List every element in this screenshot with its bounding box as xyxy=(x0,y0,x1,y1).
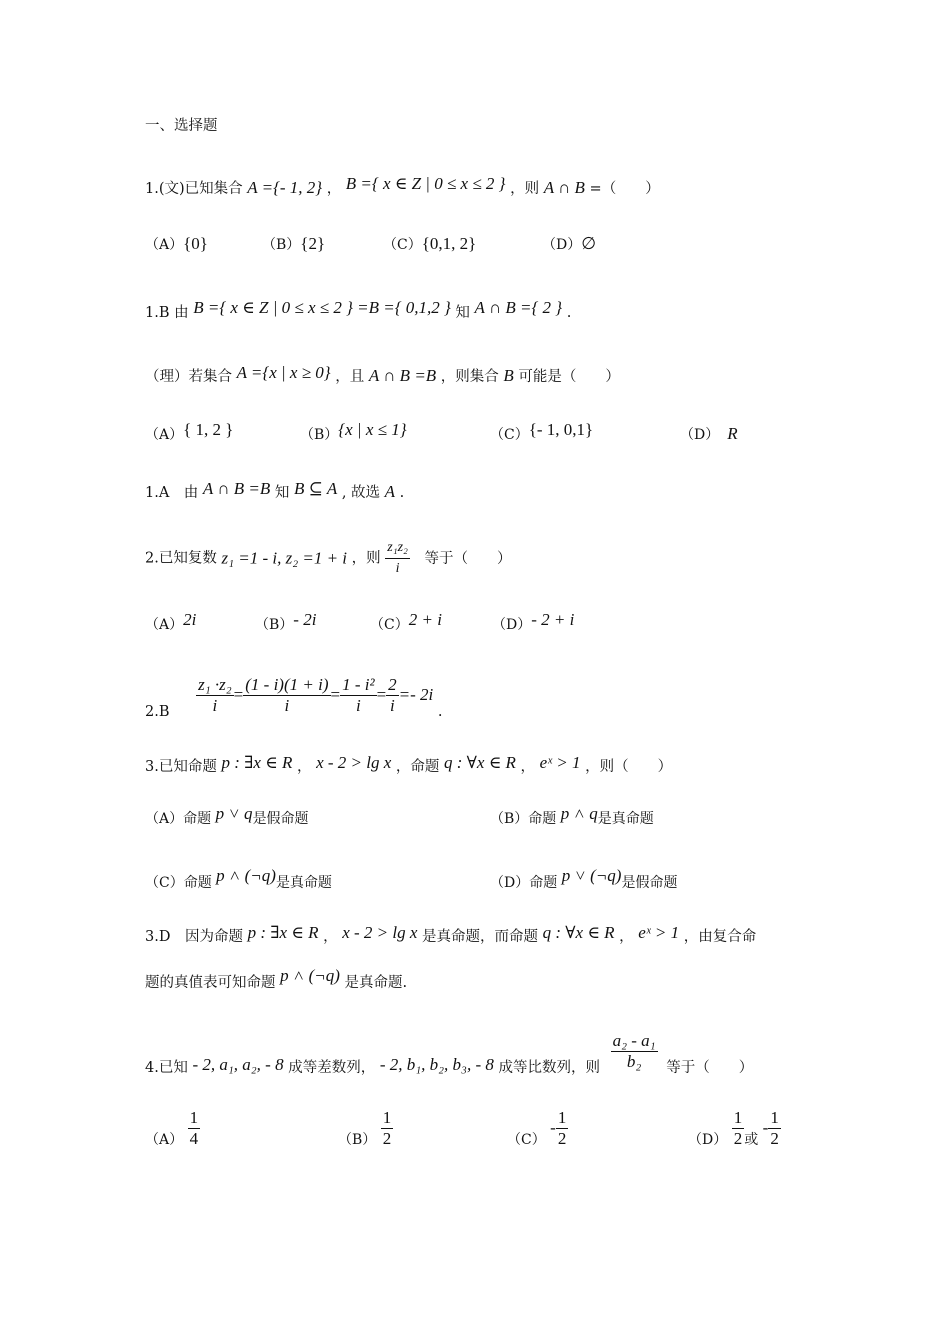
answer-text: 知 xyxy=(455,305,470,321)
question-4 xyxy=(145,1024,753,1078)
set-a-expr: A ={x | x ≥ 0} xyxy=(236,363,331,382)
question-3 xyxy=(145,753,673,777)
fraction-numerator: (1 - i)(1 + i) xyxy=(245,674,329,694)
option-value: {0} xyxy=(183,234,208,253)
option-tail: 是假命题 xyxy=(252,811,309,827)
answer-text: 2.B xyxy=(145,704,170,720)
fraction xyxy=(385,538,410,579)
question-text: 1.(文)已知集合 xyxy=(145,181,243,197)
option-value: - 2 + i xyxy=(531,610,575,629)
option-a xyxy=(145,1106,200,1150)
fraction-numerator: 2 xyxy=(388,674,397,694)
option-label: （A） xyxy=(145,427,184,443)
fraction-numerator: 1 xyxy=(770,1107,779,1127)
equals-sign: = xyxy=(330,685,341,704)
option-label: （C）命题 xyxy=(145,875,212,891)
question-2 xyxy=(145,538,512,579)
fraction xyxy=(556,1108,569,1149)
option-d xyxy=(688,1106,781,1150)
option-value: - 2i xyxy=(293,610,317,629)
answer-end: . xyxy=(437,704,443,720)
geometric-sequence: - 2, b₁, b₂, b₃, - 8 xyxy=(379,1055,494,1074)
question-text: 成等差数列， xyxy=(288,1060,376,1076)
proposition-p-body: x - 2 > lg x xyxy=(342,923,418,942)
question-text: ，且 xyxy=(335,369,365,385)
answer-text: 是真命题. xyxy=(344,975,408,991)
option-a xyxy=(145,804,309,829)
answer-end: . xyxy=(566,305,572,321)
option-b xyxy=(490,804,654,829)
option-label: （A） xyxy=(145,237,184,253)
answer-1-wen xyxy=(145,298,572,323)
fraction-denominator: 2 xyxy=(770,1128,779,1148)
answer-end: . xyxy=(399,485,405,501)
option-b xyxy=(255,610,317,635)
set-a-expr: A ={- 1, 2} xyxy=(247,178,323,197)
fraction-numerator: 1 xyxy=(733,1107,743,1127)
question-text: ，命题 xyxy=(395,759,440,775)
option-label: （B） xyxy=(300,427,339,443)
question-1-li xyxy=(145,363,620,387)
option-expr: p ˅ q xyxy=(215,804,253,823)
option-expr: p ˄ (¬q) xyxy=(216,866,276,885)
option-a xyxy=(145,234,208,255)
option-label: （C） xyxy=(490,427,529,443)
option-c xyxy=(490,420,594,445)
question-text: ，则 xyxy=(351,550,381,567)
option-label: （D） xyxy=(688,1132,728,1148)
or-text: 或 xyxy=(744,1132,759,1148)
proposition-p-body: x - 2 > lg x xyxy=(316,753,392,772)
question-text: 可能是（ ） xyxy=(518,369,620,385)
proposition-p: p : ∃x ∈ R xyxy=(247,923,319,942)
option-b xyxy=(338,1106,393,1150)
fraction-denominator: i xyxy=(355,695,361,715)
intersection-expr: A ∩ B xyxy=(543,178,585,197)
option-b xyxy=(262,234,325,255)
option-value: { 1, 2 } xyxy=(183,420,234,439)
option-value: R xyxy=(727,424,738,443)
option-a xyxy=(145,610,197,635)
fraction xyxy=(196,675,234,716)
option-label: （A） xyxy=(145,617,184,633)
option-label: （C） xyxy=(370,617,409,633)
fraction-denominator: i xyxy=(390,695,395,715)
proposition-q-body: eˣ > 1 xyxy=(638,923,680,942)
fraction xyxy=(381,1108,394,1149)
fraction-denominator: i xyxy=(284,695,290,715)
question-1-wen xyxy=(145,174,660,199)
punct: ， xyxy=(326,181,342,197)
option-label: （A） xyxy=(145,1132,184,1148)
option-a xyxy=(145,420,234,445)
option-b xyxy=(300,420,407,445)
option-label: （B） xyxy=(255,617,294,633)
set-b-symbol: B xyxy=(503,366,514,385)
option-tail: 是假命题 xyxy=(621,875,678,891)
option-value: {- 1, 0,1} xyxy=(528,420,594,439)
option-c xyxy=(145,866,332,893)
option-d xyxy=(680,424,738,445)
punct: ， xyxy=(323,929,338,945)
answer-result: =- 2i xyxy=(398,685,434,704)
answer-text: 1.B 由 xyxy=(145,305,189,321)
option-d xyxy=(490,866,678,893)
condition-expr: A ∩ B =B xyxy=(368,366,437,385)
equals-sign: = xyxy=(376,685,387,704)
fraction-denominator: i xyxy=(395,561,400,576)
fraction-denominator: 2 xyxy=(557,1128,567,1148)
answer-expr: p ˄ (¬q) xyxy=(280,966,340,985)
answer-result: A ∩ B ={ 2 } xyxy=(474,298,563,317)
fraction xyxy=(732,1108,745,1149)
option-value: ∅ xyxy=(581,234,597,253)
fraction-numerator: a₂ - a₁ xyxy=(612,1030,656,1050)
option-label: （D） xyxy=(542,237,582,253)
option-tail: 是真命题 xyxy=(597,811,654,827)
answer-text: 3.D 因为命题 xyxy=(145,929,243,945)
question-text: ，则 xyxy=(510,181,540,197)
question-text: 2.已知复数 xyxy=(145,550,217,567)
option-expr: p ˅ (¬q) xyxy=(561,866,622,885)
question-text: 等于（ ） xyxy=(424,550,512,567)
fraction-denominator: i xyxy=(212,695,218,715)
question-text: 4.已知 xyxy=(145,1060,188,1076)
answer-result: B ⊆ A xyxy=(294,479,338,498)
fraction xyxy=(188,1108,201,1149)
punct: ， xyxy=(296,759,312,775)
answer-text: 是真命题，而命题 xyxy=(422,929,539,945)
proposition-p: p : ∃x ∈ R xyxy=(221,753,293,772)
punct: ， xyxy=(520,759,536,775)
option-label: （D） xyxy=(492,617,532,633)
set-b-expr: B ={ x ∈ Z | 0 ≤ x ≤ 2 } xyxy=(345,174,506,193)
question-text: （理）若集合 xyxy=(145,369,232,385)
minus-sign: - xyxy=(550,1118,556,1137)
option-c xyxy=(370,610,442,635)
option-label: （C） xyxy=(383,237,422,253)
option-label: （A）命题 xyxy=(145,811,212,827)
question-text: ，则集合 xyxy=(440,369,499,385)
proposition-q: q : ∀x ∈ R xyxy=(444,753,516,772)
fraction-numerator: 1 xyxy=(557,1107,567,1127)
question-text: 3.已知命题 xyxy=(145,759,217,775)
proposition-q-body: eˣ > 1 xyxy=(539,753,581,772)
punct: ， xyxy=(619,929,634,945)
answer-expr: B ={ x ∈ Z | 0 ≤ x ≤ 2 } =B ={ 0,1,2 } xyxy=(193,298,451,317)
option-c xyxy=(383,234,476,255)
fraction xyxy=(243,675,330,716)
answer-1-li xyxy=(145,479,405,503)
arithmetic-sequence: - 2, a₁, a₂, - 8 xyxy=(192,1055,284,1074)
answer-text: 1.A 由 xyxy=(145,485,199,501)
fraction xyxy=(340,675,376,716)
option-label: （C） xyxy=(507,1132,546,1148)
option-label: （B）命题 xyxy=(490,811,557,827)
fraction xyxy=(768,1108,781,1149)
fraction-numerator: 1 xyxy=(189,1107,199,1127)
option-label: （D） xyxy=(680,427,720,443)
answer-text: , 故选 xyxy=(341,485,381,501)
proposition-q: q : ∀x ∈ R xyxy=(542,923,615,942)
answer-selection: A xyxy=(384,482,396,501)
complex-defs: z₁ =1 - i, z₂ =1 + i xyxy=(221,548,348,568)
option-label: （B） xyxy=(262,237,301,253)
question-text: ，则（ ） xyxy=(585,759,673,775)
answer-3-line-2 xyxy=(145,966,408,993)
fraction-numerator: 1 xyxy=(382,1107,392,1127)
fraction-numerator: 1 - i² xyxy=(342,674,375,694)
option-c xyxy=(507,1106,568,1150)
option-value: {2} xyxy=(300,234,326,253)
option-tail: 是真命题 xyxy=(275,875,332,891)
answer-2 xyxy=(145,668,443,722)
answer-text: 知 xyxy=(274,485,290,501)
option-expr: p ˄ q xyxy=(560,804,598,823)
question-text: 成等比数列，则 xyxy=(498,1060,600,1076)
fraction xyxy=(386,675,399,716)
fraction xyxy=(611,1031,658,1072)
answer-condition: A ∩ B =B xyxy=(202,479,271,498)
question-text: =（ ） xyxy=(589,181,660,197)
option-value: {x | x ≤ 1} xyxy=(338,420,407,439)
option-value: {0,1, 2} xyxy=(421,234,477,253)
fraction-denominator: 2 xyxy=(382,1128,392,1148)
equals-sign: = xyxy=(233,685,244,704)
fraction-numerator: z₁z₂ xyxy=(385,538,410,559)
fraction-denominator: 2 xyxy=(733,1128,743,1148)
answer-text: 题的真值表可知命题 xyxy=(145,975,276,991)
question-text: 等于（ ） xyxy=(666,1060,754,1076)
option-label: （B） xyxy=(338,1132,377,1148)
option-label: （D）命题 xyxy=(490,875,558,891)
option-value: 2 + i xyxy=(408,610,442,629)
answer-text: ，由复合命 xyxy=(683,929,757,945)
answer-3 xyxy=(145,923,757,947)
fraction-numerator: z₁ ·z₂ xyxy=(198,674,232,694)
option-value: 2i xyxy=(183,610,197,629)
option-d xyxy=(492,610,575,635)
option-d xyxy=(542,234,596,255)
fraction-denominator: 4 xyxy=(189,1128,199,1148)
fraction-denominator: b₂ xyxy=(626,1051,642,1071)
minus-sign: - xyxy=(762,1118,769,1137)
section-title: 一、选择题 xyxy=(145,118,218,134)
